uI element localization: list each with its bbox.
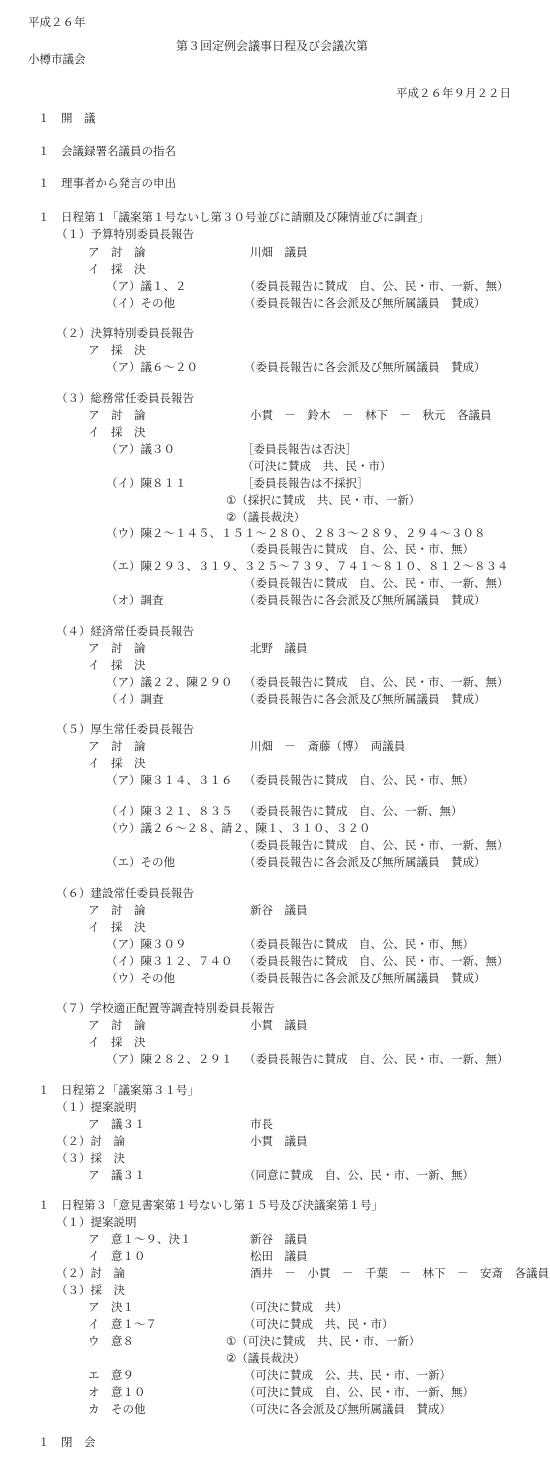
agenda-line: （可決に賛成 共） bbox=[244, 1300, 348, 1314]
agenda-line: （委員長報告に賛成 自、公、民・市、一新、無） bbox=[244, 954, 509, 968]
agenda-line: （ア）議３０ bbox=[106, 442, 175, 456]
agenda-line: （イ）調査 bbox=[106, 692, 164, 706]
agenda-line: （委員長報告に各会派及び無所属議員 賛成） bbox=[244, 692, 486, 706]
agenda-line: （可決に賛成 自、公、民・市、一新、無） bbox=[244, 1385, 474, 1399]
agenda-line: ア 討 論 bbox=[88, 408, 146, 422]
agenda-line: （ア）陳３０９ bbox=[106, 937, 187, 951]
agenda-line: １ 閉 会 bbox=[38, 1435, 96, 1449]
agenda-line: ア 討 論 bbox=[88, 903, 146, 917]
agenda-line: １ 日程第１「議案第１号ないし第３０号並びに請願及び陳情並びに調査」 bbox=[38, 210, 429, 224]
agenda-line: 新谷 議員 bbox=[250, 1232, 308, 1246]
agenda-line: （ア）議１、２ bbox=[106, 279, 187, 293]
agenda-line: （委員長報告に各会派及び無所属議員 賛成） bbox=[244, 593, 486, 607]
agenda-line: イ 採 決 bbox=[88, 425, 146, 439]
agenda-line: （ウ）その他 bbox=[106, 971, 175, 985]
agenda-line: エ 意９ bbox=[88, 1368, 134, 1382]
agenda-line: （イ）陳８１１ bbox=[106, 476, 187, 490]
agenda-line: （イ）陳３１２、７４０ bbox=[106, 954, 233, 968]
agenda-line: ア 討 論 bbox=[88, 1018, 146, 1032]
agenda-line: （ア）議６～２０ bbox=[106, 360, 198, 374]
agenda-line: （委員長報告に賛成 自、公、民・市、無） bbox=[244, 542, 474, 556]
agenda-line: （可決に賛成 共、民・市） bbox=[244, 1317, 394, 1331]
agenda-line: （委員長報告に各会派及び無所属議員 賛成） bbox=[244, 360, 486, 374]
agenda-line: １ 会議録署名議員の指名 bbox=[38, 144, 176, 158]
agenda-line: （３）採 決 bbox=[56, 1151, 125, 1165]
agenda-line: １ 理事者から発言の申出 bbox=[38, 176, 176, 190]
agenda-line: 松田 議員 bbox=[250, 1249, 308, 1263]
agenda-line: （可決に賛成 公、共、民・市、一新） bbox=[244, 1368, 451, 1382]
agenda-line: （委員長報告に賛成 自、公、民・市、無） bbox=[244, 937, 474, 951]
header-organization: 小樽市議会 bbox=[28, 52, 86, 66]
agenda-line: （４）経済常任委員長報告 bbox=[56, 624, 194, 638]
agenda-line: 小貫 議員 bbox=[250, 1134, 308, 1148]
agenda-line: （１）提案説明 bbox=[56, 1215, 137, 1229]
agenda-line: （３）採 決 bbox=[56, 1283, 125, 1297]
agenda-line: （エ）陳２９３、３１９、３２５～７３９、７４１～８１０、８１２～８３４ bbox=[106, 559, 509, 573]
agenda-line: （２）決算特別委員長報告 bbox=[56, 326, 194, 340]
document-title: 第３回定例会議事日程及び会議次第 bbox=[176, 39, 369, 53]
agenda-line: （２）討 論 bbox=[56, 1266, 125, 1280]
agenda-line: １ 日程第２「議案第３１号」 bbox=[38, 1083, 199, 1097]
agenda-line: （２）討 論 bbox=[56, 1134, 125, 1148]
agenda-line: 酒井 － 小貫 － 千葉 － 林下 － 安斎 各議員 bbox=[250, 1266, 549, 1280]
agenda-line: （可決に賛成 共、民・市） bbox=[242, 459, 392, 473]
agenda-line: ア 採 決 bbox=[88, 343, 146, 357]
agenda-line: イ 採 決 bbox=[88, 756, 146, 770]
agenda-line: ア 決１ bbox=[88, 1300, 134, 1314]
agenda-line: （３）総務常任委員長報告 bbox=[56, 391, 194, 405]
agenda-line: （委員長報告に賛成 自、公、一新、無） bbox=[244, 804, 463, 818]
agenda-line: 川畑 議員 bbox=[250, 245, 308, 259]
agenda-line: （７）学校適正配置等調査特別委員長報告 bbox=[56, 1001, 275, 1015]
agenda-line: （委員長報告に各会派及び無所属議員 賛成） bbox=[244, 971, 486, 985]
agenda-line: （委員長報告に賛成 自、公、民・市、一新、無） bbox=[244, 675, 509, 689]
agenda-line: （可決に各会派及び無所属議員 賛成） bbox=[244, 1402, 451, 1416]
agenda-line: （６）建設常任委員長報告 bbox=[56, 886, 194, 900]
agenda-line: 新谷 議員 bbox=[250, 903, 308, 917]
agenda-line: 小貫 － 鈴木 － 林下 － 秋元 各議員 bbox=[250, 408, 492, 422]
agenda-line: 北野 議員 bbox=[250, 641, 308, 655]
agenda-line: （ア）陳２８２、２９１ bbox=[106, 1052, 233, 1066]
agenda-line: （イ）その他 bbox=[106, 296, 175, 310]
agenda-line: （同意に賛成 自、公、民・市、一新、無） bbox=[244, 1168, 474, 1182]
agenda-line: カ その他 bbox=[88, 1402, 146, 1416]
agenda-line: ①（可決に賛成 共、民・市、一新） bbox=[226, 1334, 421, 1348]
agenda-line: （委員長報告に賛成 自、公、民・市、一新、無） bbox=[244, 279, 509, 293]
agenda-line: ア 討 論 bbox=[88, 641, 146, 655]
header-era: 平成２６年 bbox=[28, 15, 86, 29]
agenda-line: ア 議３１ bbox=[88, 1117, 146, 1131]
agenda-line: ②（議長裁決） bbox=[226, 510, 306, 524]
agenda-line: （委員長報告に賛成 自、公、民・市、一新、無） bbox=[244, 1052, 509, 1066]
agenda-line: ①（採択に賛成 共、民・市、一新） bbox=[226, 493, 421, 507]
agenda-line: （オ）調査 bbox=[106, 593, 164, 607]
agenda-line: 小貫 議員 bbox=[250, 1018, 308, 1032]
agenda-line: （５）厚生常任委員長報告 bbox=[56, 722, 194, 736]
agenda-line: 川畑 － 斎藤（博） 両議員 bbox=[250, 739, 406, 753]
agenda-line: １ 日程第３「意見書案第１号ないし第１５号及び決議案第１号」 bbox=[38, 1198, 383, 1212]
agenda-line: （委員長報告に賛成 自、公、民・市、一新、無） bbox=[244, 838, 509, 852]
agenda-line: （ウ）陳２～１４５、１５１～２８０、２８３～２８９、２９４～３０８ bbox=[106, 526, 486, 540]
agenda-line: （委員長報告に各会派及び無所属議員 賛成） bbox=[244, 296, 486, 310]
agenda-line: ウ 意８ bbox=[88, 1334, 134, 1348]
agenda-line: １ 開 議 bbox=[38, 111, 96, 125]
agenda-line: （イ）陳３２１、８３５ bbox=[106, 804, 233, 818]
agenda-line: イ 意１０ bbox=[88, 1249, 146, 1263]
agenda-line: イ 採 決 bbox=[88, 920, 146, 934]
agenda-line: 市長 bbox=[250, 1117, 273, 1131]
agenda-line: イ 意１～７ bbox=[88, 1317, 157, 1331]
agenda-line: （委員長報告に各会派及び無所属議員 賛成） bbox=[244, 855, 486, 869]
agenda-line: （ア）陳３１４、３１６ bbox=[106, 773, 233, 787]
agenda-line: オ 意１０ bbox=[88, 1385, 146, 1399]
agenda-line: ア 討 論 bbox=[88, 739, 146, 753]
agenda-line: ②（議長裁決） bbox=[226, 1351, 306, 1365]
agenda-line: （１）提案説明 bbox=[56, 1100, 137, 1114]
agenda-line: （ア）議２２、陳２９０ bbox=[106, 675, 233, 689]
agenda-line: イ 採 決 bbox=[88, 262, 146, 276]
agenda-line: ア 議３１ bbox=[88, 1168, 146, 1182]
agenda-line: （委員長報告に賛成 自、公、民・市、無） bbox=[244, 773, 474, 787]
agenda-line: （委員長報告に賛成 自、公、民・市、一新、無） bbox=[244, 576, 509, 590]
agenda-line: ［委員長報告は不採択］ bbox=[242, 476, 369, 490]
document-date: 平成２６年９月２２日 bbox=[396, 86, 511, 100]
agenda-line: ア 意１～９、決１ bbox=[88, 1232, 192, 1246]
agenda-line: （ウ）議２６～２８、請２、陳１、３１０、３２０ bbox=[106, 821, 371, 835]
agenda-line: イ 採 決 bbox=[88, 1035, 146, 1049]
agenda-line: ［委員長報告は否決］ bbox=[242, 442, 357, 456]
agenda-line: イ 採 決 bbox=[88, 658, 146, 672]
agenda-line: （１）予算特別委員長報告 bbox=[56, 227, 194, 241]
agenda-line: ア 討 論 bbox=[88, 245, 146, 259]
agenda-line: （エ）その他 bbox=[106, 855, 175, 869]
